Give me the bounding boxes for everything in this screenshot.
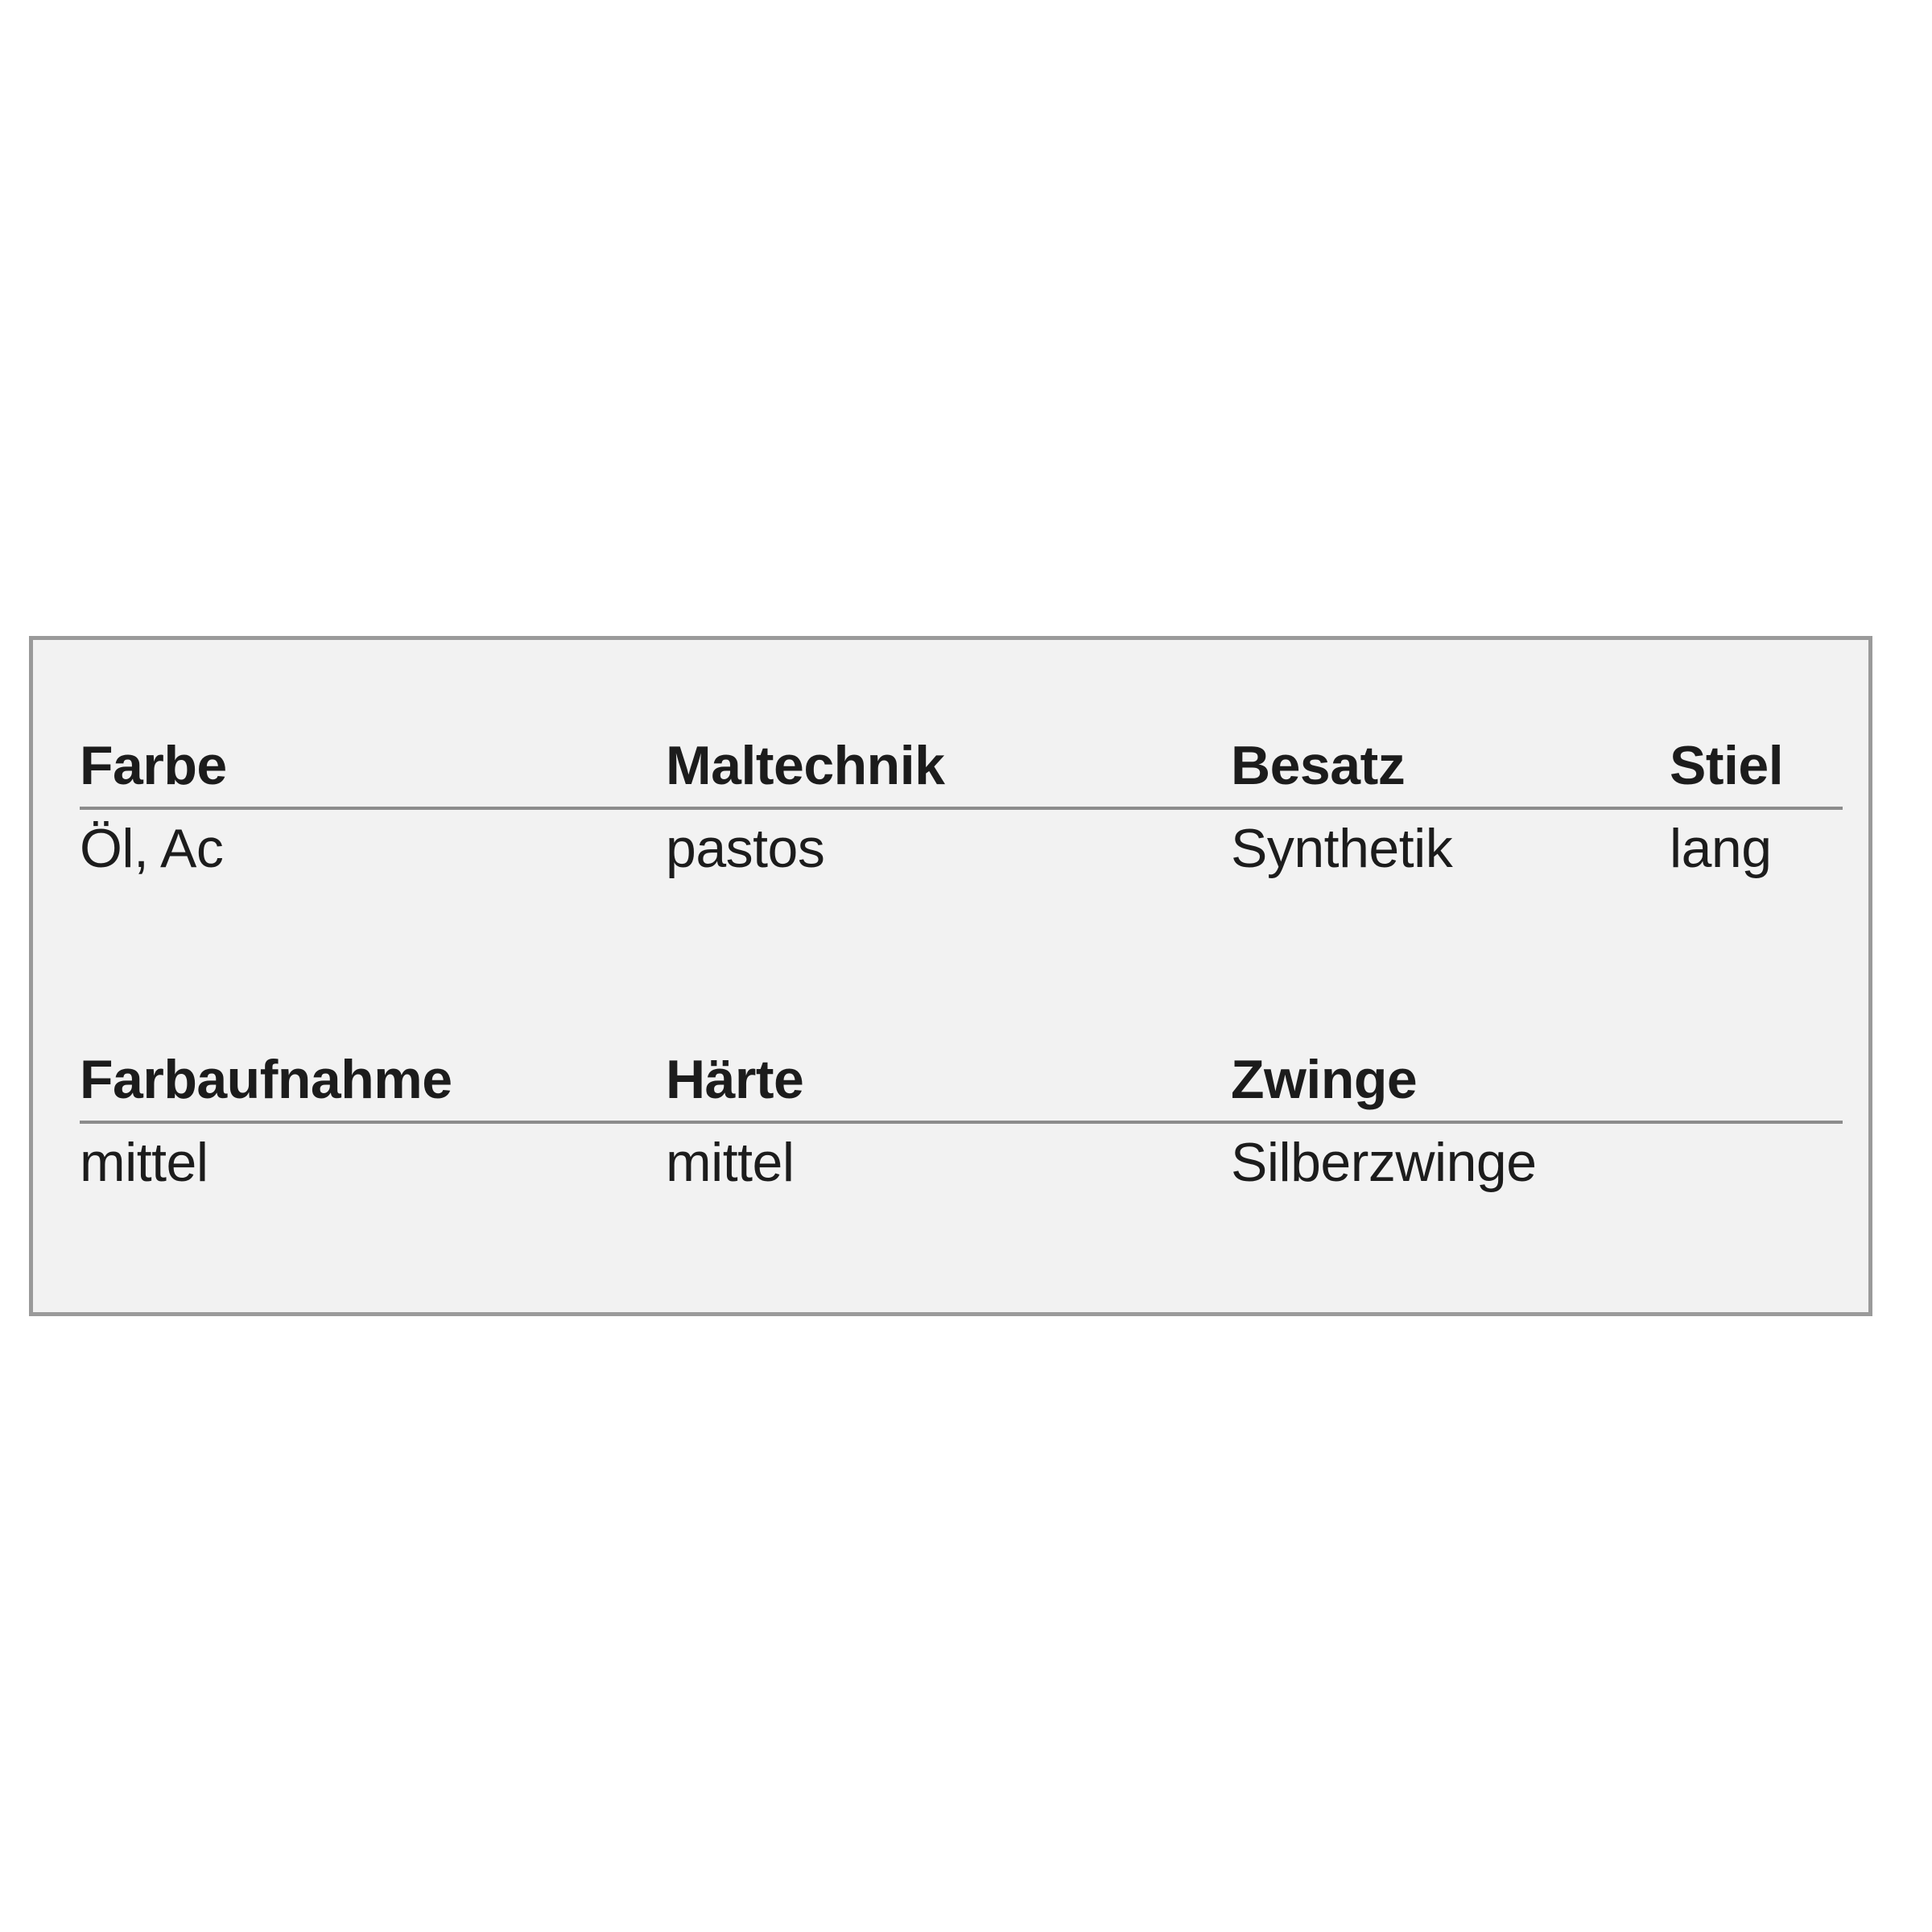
table-header-row <box>80 1046 1843 1124</box>
specification-panel <box>29 636 1872 1316</box>
specification-table <box>80 640 1843 1312</box>
spec-block-secondary <box>80 1046 1843 1204</box>
column-header-farbe: Farbe <box>80 735 227 796</box>
column-header-stiel: Stiel <box>1670 735 1784 796</box>
column-header-farbaufnahme: Farbaufnahme <box>80 1049 452 1110</box>
value-stiel: lang <box>1670 818 1772 879</box>
table-row <box>80 810 1843 890</box>
table-row <box>80 1124 1843 1204</box>
column-header-besatz: Besatz <box>1231 735 1406 796</box>
value-farbe: Öl, Ac <box>80 818 224 879</box>
table-header-row <box>80 733 1843 810</box>
spec-block-primary <box>80 733 1843 890</box>
value-besatz: Synthetik <box>1231 818 1453 879</box>
column-header-haerte: Härte <box>666 1049 804 1110</box>
column-header-maltechnik: Maltechnik <box>666 735 945 796</box>
column-header-zwinge: Zwinge <box>1231 1049 1418 1110</box>
value-zwinge: Silberzwinge <box>1231 1132 1537 1193</box>
value-maltechnik: pastos <box>666 818 825 879</box>
value-farbaufnahme: mittel <box>80 1132 208 1193</box>
value-haerte: mittel <box>666 1132 795 1193</box>
